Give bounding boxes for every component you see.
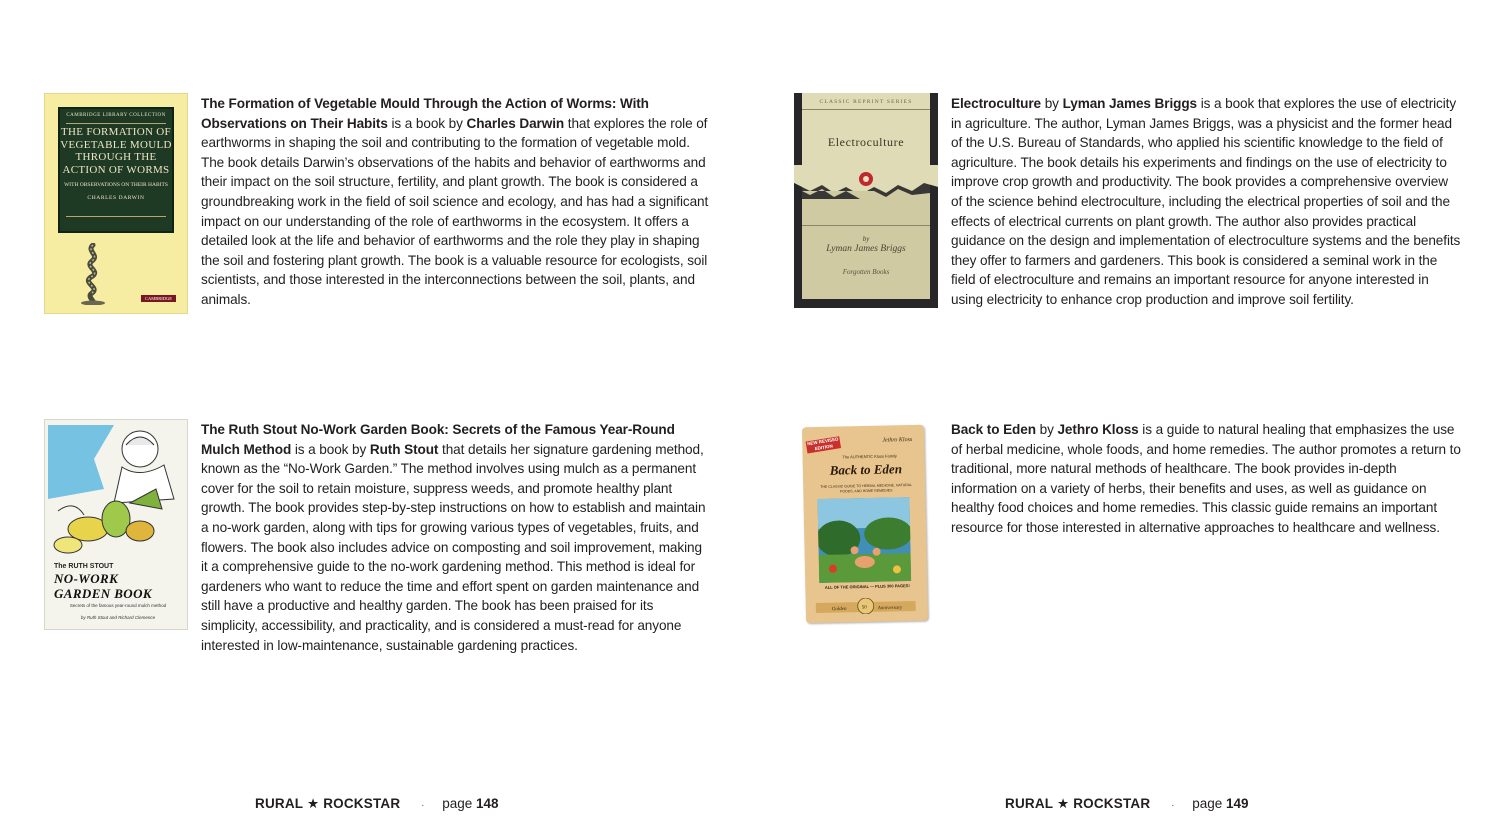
cover-rule bbox=[802, 109, 930, 110]
page-footer-right bbox=[1005, 796, 1249, 812]
description-text: is a guide to natural healing that emphasizes the use of herbal medicine, whole foods, and home remedies. The author promotes a return to traditional, more natural methods of healthcare. The book provides in-depth information on a variety of herbs, their benefits and uses, as well as guidance on healthy food choices and home remedies. This classic guide remains an important resource for those interested in alternative approaches to healthcare and wellness. bbox=[951, 422, 1461, 535]
book-cover-electroculture bbox=[794, 93, 938, 308]
cover-publisher-logo: CAMBRIDGE bbox=[141, 295, 176, 302]
connector-text: by bbox=[1044, 96, 1059, 111]
book-author: Charles Darwin bbox=[466, 115, 565, 131]
book-title: Back to Eden bbox=[951, 422, 1036, 437]
cover-title: THE FORMATION OF VEGETABLE MOULD THROUGH THE ACTION OF WORMS bbox=[60, 126, 172, 176]
page-word: page bbox=[1192, 796, 1223, 811]
cover-title-panel bbox=[58, 107, 174, 233]
connector-text: by bbox=[1039, 422, 1054, 437]
cover-author: CHARLES DARWIN bbox=[87, 195, 145, 201]
book-author: Ruth Stout bbox=[369, 441, 439, 457]
page-word: page bbox=[442, 796, 473, 811]
book-description-ruth-stout bbox=[201, 420, 711, 655]
description-text: is a book that explores the use of electricity in agriculture. The author, Lyman James Briggs, was a physicist and the former head of the U.S. Bureau of Standards, who applied his scientific knowledge to the field of agriculture. The book details his experiments and findings on the use of electricity to improve crop growth and productivity. The book provides a comprehensive overview of the science behind electroculture, including the electrical properties of soil and the effects of electrical currents on plant growth. The author also provides practical guidance on the design and implementation of electroculture systems and the benefits they offer to farmers and gardeners. This book is considered a seminal work in the field of electroculture and remains an important resource for anyone interested in using electricity to enhance crop production and improve soil fertility. bbox=[951, 96, 1461, 307]
cover-subtitle: WITH OBSERVATIONS ON THEIR HABITS bbox=[64, 182, 168, 188]
cover-rule bbox=[66, 216, 166, 217]
page-number: 149 bbox=[1226, 796, 1249, 811]
connector-text: is a book by bbox=[391, 115, 463, 131]
book-title: Electroculture bbox=[951, 96, 1042, 111]
book-description-darwin bbox=[201, 94, 711, 310]
book-author: Lyman James Briggs bbox=[1062, 96, 1198, 111]
cover-series: CLASSIC REPRINT SERIES bbox=[819, 99, 913, 105]
garden-illustration bbox=[44, 419, 188, 569]
cover-title: Back to Eden bbox=[829, 461, 903, 478]
magazine-name: RURAL ★ ROCKSTAR bbox=[1005, 796, 1151, 811]
cover-by: by bbox=[862, 235, 870, 243]
eden-illustration bbox=[817, 497, 911, 583]
cover-series: CAMBRIDGE LIBRARY COLLECTION bbox=[66, 113, 166, 118]
seal-golden: Golden bbox=[831, 606, 847, 613]
footer-separator: · bbox=[1171, 800, 1175, 811]
page-number: 148 bbox=[476, 796, 499, 811]
book-title: The Formation of Vegetable Mould Through the Action of Worms: With Observations on Their Habits bbox=[201, 96, 649, 131]
book-cover-ruth-stout bbox=[44, 419, 188, 630]
cover-author: Jethro Kloss bbox=[882, 436, 913, 444]
cover-rule bbox=[802, 225, 930, 226]
cover-line1: The RUTH STOUT bbox=[54, 563, 114, 570]
description-text: that details her signature gardening method, known as the “No-Work Garden.” The method involves using mulch as a permanent cover for the soil to retain moisture, suppress weeds, and promote healthy plant growth. The book provides step-by-step instructions on how to establish and maintain a no-work garden, along with tips for growing various types of vegetables, fruits, and flowers. The book also includes advice on composting and soil improvement, making it a comprehensive guide to the no-work gardening method. This method is ideal for gardeners who want to reduce the time and effort spent on garden maintenance and still have a productive and healthy garden. The book has been praised for its simplicity, accessibility, and practicality, and is considered a must-read for anyone interested in low-maintenance, sustainable gardening practices. bbox=[201, 441, 706, 653]
cover-book bbox=[802, 425, 928, 624]
cover-subtitle: Secrets of the famous year-round mulch method bbox=[69, 603, 167, 608]
book-description-electroculture bbox=[951, 94, 1461, 310]
book-author: Jethro Kloss bbox=[1057, 422, 1139, 437]
book-cover-back-to-eden bbox=[800, 422, 934, 628]
seal-number: 50 bbox=[861, 605, 867, 611]
cover-authors: by Ruth Stout and Richard Clemence bbox=[80, 615, 156, 620]
cover-blurb: THE CLASSIC GUIDE TO HERBAL MEDICINE, NATURAL FOODS, AND HOME REMEDIES bbox=[820, 483, 913, 494]
cover-publisher: Forgotten Books bbox=[842, 268, 890, 276]
anniversary-seal bbox=[816, 597, 916, 615]
book-description-back-to-eden bbox=[951, 420, 1461, 538]
book-cover-darwin bbox=[44, 93, 188, 314]
torn-paper-edge bbox=[794, 165, 938, 199]
connector-text: is a book by bbox=[294, 441, 367, 457]
cover-banner: NEW REVISED EDITION bbox=[806, 436, 841, 453]
cover-line2: NO-WORK bbox=[54, 571, 119, 586]
cover-footer-text: ALL OF THE ORIGINAL — PLUS 300 PAGES! bbox=[824, 583, 910, 590]
cover-line3: GARDEN BOOK bbox=[54, 586, 152, 601]
cover-rule bbox=[66, 123, 166, 124]
cover-title: Electroculture bbox=[827, 135, 905, 149]
book-title: The Ruth Stout No-Work Garden Book: Secrets of the Famous Year-Round Mulch Method bbox=[201, 422, 675, 457]
earthworm-illustration bbox=[78, 243, 108, 305]
cover-tagline: The AUTHENTIC Kloss Family bbox=[842, 453, 897, 460]
magazine-name: RURAL ★ ROCKSTAR bbox=[255, 796, 401, 811]
page-footer-left bbox=[255, 796, 499, 812]
cover-author: Lyman James Briggs bbox=[826, 244, 906, 254]
seal-anniversary: Anniversary bbox=[877, 605, 903, 612]
footer-separator: · bbox=[421, 800, 425, 811]
description-text: that explores the role of earthworms in shaping the soil and contributing to the formation of vegetable mold. The book details Darwin’s observations of the habits and behavior of earthworms and their impact on the soil structure, fertility, and plant growth. The book is considered a groundbreaking work in the field of soil science and ecology, and has had a significant impact on our understanding of the role of earthworms in the ecosystem. It offers a detailed look at the life and behavior of earthworms and the role they play in shaping the soil and fostering plant growth. The book is a valuable resource for ecologists, soil scientists, and those interested in the interconnections between the soil, plants, and animals. bbox=[201, 115, 709, 307]
